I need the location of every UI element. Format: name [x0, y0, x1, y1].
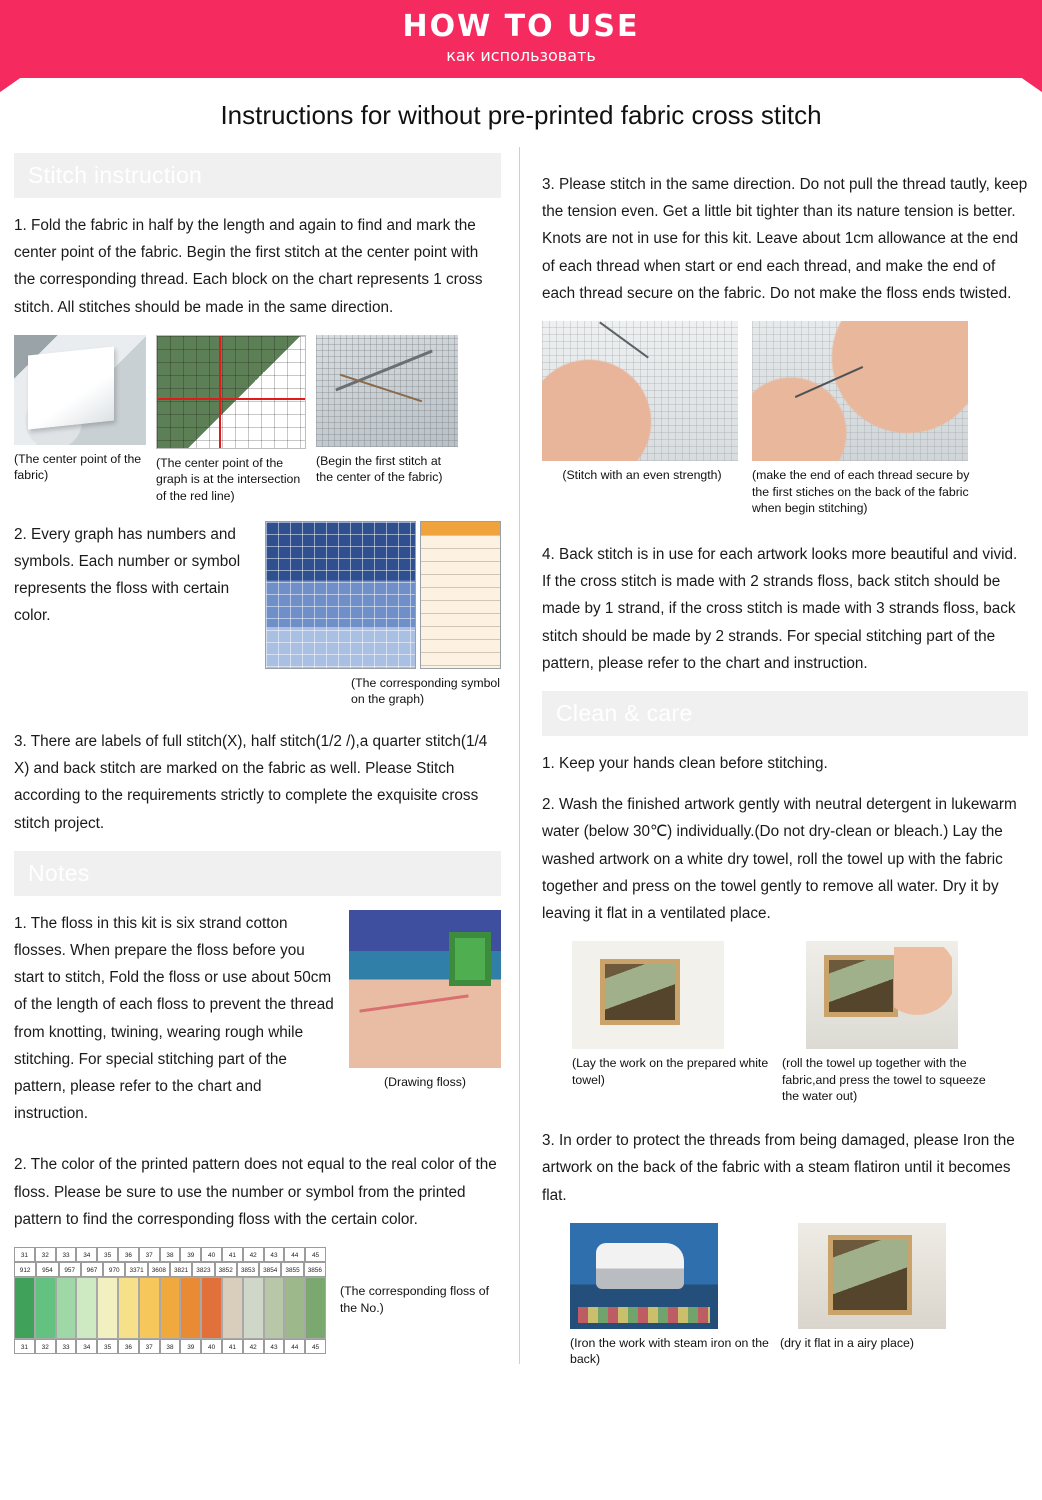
right-figure-row-1 — [542, 321, 1028, 517]
floss-cell: 31 — [14, 1247, 35, 1262]
symbol-legend-table — [420, 521, 501, 669]
floss-cell: 44 — [284, 1247, 305, 1262]
figure-roll-towel — [782, 941, 988, 1105]
floss-cell: 45 — [305, 1247, 326, 1262]
notes-paragraph-1-block — [14, 910, 501, 1142]
floss-cell: 954 — [36, 1262, 58, 1277]
floss-swatch — [139, 1277, 160, 1339]
figure-caption: (The corresponding symbol on the graph) — [351, 675, 500, 707]
section-heading-stitch-instruction: Stitch instruction — [14, 153, 501, 198]
figure-first-stitch — [316, 335, 458, 486]
floss-cell: 44 — [284, 1339, 305, 1354]
iron-photo — [570, 1223, 718, 1329]
needle-on-fabric-photo — [316, 335, 458, 447]
clean-paragraph-2: 2. Wash the finished artwork gently with neutral detergent in lukewarm water (below 30℃) individually.(Do not dry-clean or bleach.) Lay the washed artwork on a white dry towel, roll the towel up with the fabric together and press on the towel gently to remove all water. Dry it by leaving it flat in a ventilated place. — [542, 796, 1017, 923]
clean-paragraph-1: 1. Keep your hands clean before stitching. — [542, 754, 828, 772]
right-paragraph-4: 4. Back stitch is in use for each artwork looks more beautiful and vivid. If the cross stitch is made with 2 strands floss, back stitch should be made by 1 strand, if the cross stitch is made with 3 strands floss, back stitch should be made by 2 strands. For special stitching part of the pattern, please refer to the chart and instruction. — [542, 545, 1018, 672]
floss-number-row-bottom — [14, 1339, 326, 1354]
floss-cell: 3823 — [192, 1262, 214, 1277]
floss-cell: 36 — [118, 1247, 139, 1262]
floss-cell: 37 — [139, 1247, 160, 1262]
drawing-floss-photo — [349, 910, 501, 1068]
page-title: Instructions for without pre-printed fabric cross stitch — [220, 100, 822, 130]
floss-cell: 39 — [180, 1247, 201, 1262]
floss-color-chart — [14, 1247, 326, 1354]
floss-cell: 3853 — [237, 1262, 259, 1277]
floss-cell: 3852 — [215, 1262, 237, 1277]
figure-caption: (dry it flat in a airy place) — [780, 1335, 914, 1350]
stitch-paragraph-2-text — [14, 521, 251, 644]
figure-caption: (Lay the work on the prepared white towel) — [572, 1056, 769, 1087]
floss-chart-block — [14, 1247, 501, 1354]
floss-dmc-row — [14, 1262, 326, 1277]
section-heading-notes: Notes — [14, 851, 501, 896]
notes-paragraph-1: 1. The floss in this kit is six strand cotton flosses. When prepare the floss before you start to stitch, Fold the floss or use about 50cm of the length of each floss to prevent the thread from knotting, twining, wearing rough while stitching. For special stitching part of the pattern, please refer to the chart and instruction. — [14, 914, 334, 1123]
floss-swatch — [97, 1277, 118, 1339]
floss-cell: 967 — [81, 1262, 103, 1277]
floss-swatch — [284, 1277, 305, 1339]
section-heading-clean-care: Clean & care — [542, 691, 1028, 736]
stitch-paragraph-3: 3. There are labels of full stitch(X), half stitch(1/2 /),a quarter stitch(1/4 X) and back stitch are marked on the fabric as well. Please Stitch according to the requirements strictly to complete the exquisite cross stitch project. — [14, 732, 488, 832]
fabric-fold-photo — [14, 335, 146, 445]
floss-cell: 41 — [222, 1247, 243, 1262]
figure-center-point-fabric — [14, 335, 146, 484]
floss-cell: 970 — [103, 1262, 125, 1277]
clean-figure-row — [542, 941, 1028, 1105]
lay-on-towel-photo — [572, 941, 724, 1049]
floss-swatch — [14, 1277, 35, 1339]
floss-cell: 3854 — [259, 1262, 281, 1277]
figure-secure-thread-end — [752, 321, 972, 517]
floss-swatch — [180, 1277, 201, 1339]
floss-swatch — [243, 1277, 264, 1339]
symbol-chart-wrap — [265, 521, 501, 669]
right-paragraph-3: 3. Please stitch in the same direction. Do not pull the thread tautly, keep the tension even. Get a little bit tighter than its nature tension is better. Knots are not in use for this kit. Leave about 1cm allowance at the end of each thread when start or end each thread, and make the end of each thread secure on the fabric. Do not make the floss ends twisted. — [542, 176, 1028, 302]
page-banner — [0, 0, 1042, 78]
floss-cell: 42 — [243, 1247, 264, 1262]
floss-swatch — [76, 1277, 97, 1339]
floss-cell: 34 — [76, 1247, 97, 1262]
clean-paragraph-3: 3. In order to protect the threads from being damaged, please Iron the artwork on the back of the fabric with a steam flatiron until it becomes flat. — [542, 1132, 1015, 1204]
dry-flat-photo — [798, 1223, 946, 1329]
figure-caption: (roll the towel up together with the fabric,and press the towel to squeeze the water out) — [782, 1056, 986, 1104]
figure-iron-work — [570, 1223, 770, 1368]
floss-cell: 34 — [76, 1339, 97, 1354]
floss-swatch — [56, 1277, 77, 1339]
floss-cell: 38 — [160, 1339, 181, 1354]
right-column — [520, 143, 1028, 1368]
floss-swatch-row — [14, 1277, 326, 1339]
floss-cell: 32 — [35, 1339, 56, 1354]
figure-caption: (The center point of the graph is at the intersection of the red line) — [156, 455, 301, 504]
notes-paragraph-1-text — [14, 910, 335, 1142]
floss-cell: 31 — [14, 1339, 35, 1354]
floss-cell: 3371 — [125, 1262, 147, 1277]
floss-swatch — [305, 1277, 326, 1339]
roll-towel-photo — [806, 941, 958, 1049]
floss-number-row-top — [14, 1247, 326, 1262]
figure-caption: (make the end of each thread secure by the first stiches on the back of the fabric when begin stitching) — [752, 468, 970, 516]
floss-cell: 43 — [264, 1247, 285, 1262]
figure-caption: (Drawing floss) — [384, 1074, 466, 1089]
stitch-paragraph-2: 2. Every graph has numbers and symbols. Each number or symbol represents the floss with certain color. — [14, 525, 241, 625]
floss-cell: 33 — [56, 1247, 77, 1262]
red-vertical-guide — [219, 336, 221, 448]
floss-cell: 41 — [222, 1339, 243, 1354]
banner-title: HOW TO USE — [402, 9, 640, 44]
floss-cell: 35 — [97, 1247, 118, 1262]
floss-cell: 40 — [201, 1247, 222, 1262]
content-columns — [0, 137, 1042, 1368]
floss-cell: 45 — [305, 1339, 326, 1354]
floss-cell: 40 — [201, 1339, 222, 1354]
figure-caption: (The center point of the fabric) — [14, 451, 142, 483]
figure-lay-on-towel — [572, 941, 772, 1088]
stitch-figure-row-1 — [14, 335, 501, 505]
figure-caption: (Stitch with an even strength) — [562, 468, 722, 483]
floss-swatch — [118, 1277, 139, 1339]
iron-figure-row — [542, 1223, 1028, 1368]
floss-swatch — [35, 1277, 56, 1339]
floss-swatch — [264, 1277, 285, 1339]
figure-symbol-on-graph — [265, 521, 501, 708]
notes-paragraph-2: 2. The color of the printed pattern does not equal to the real color of the floss. Please be sure to use the number or symbol from the printed pattern to find the corresponding floss with the certain color. — [14, 1156, 497, 1228]
figure-dry-flat — [780, 1223, 980, 1352]
floss-cell: 35 — [97, 1339, 118, 1354]
left-column — [14, 143, 519, 1368]
secure-thread-photo — [752, 321, 968, 461]
floss-cell: 33 — [56, 1339, 77, 1354]
floss-cell: 38 — [160, 1247, 181, 1262]
floss-cell: 912 — [14, 1262, 36, 1277]
figure-graph-center — [156, 335, 306, 505]
floss-cell: 3821 — [170, 1262, 192, 1277]
floss-cell: 37 — [139, 1339, 160, 1354]
floss-cell: 3608 — [148, 1262, 170, 1277]
stitch-paragraph-1: 1. Fold the fabric in half by the length and again to find and mark the center point of the fabric. Begin the first stitch at the center point with the corresponding thread. Each block on the chart represents 1 cross stitch. All stitches should be made in the same direction. — [14, 217, 483, 316]
figure-caption: (Iron the work with steam iron on the back) — [570, 1335, 769, 1367]
floss-chart-caption: (The corresponding floss of the No.) — [340, 1284, 490, 1315]
floss-cell: 39 — [180, 1339, 201, 1354]
chart-grid-image — [156, 335, 306, 449]
floss-cell: 36 — [118, 1339, 139, 1354]
figure-even-strength — [542, 321, 742, 484]
floss-swatch — [160, 1277, 181, 1339]
floss-cell: 32 — [35, 1247, 56, 1262]
figure-drawing-floss — [349, 910, 501, 1091]
figure-caption: (Begin the first stitch at the center of the fabric) — [316, 453, 443, 485]
floss-cell: 43 — [264, 1339, 285, 1354]
floss-cell: 3855 — [281, 1262, 303, 1277]
floss-swatch — [201, 1277, 222, 1339]
floss-cell: 957 — [59, 1262, 81, 1277]
banner-subtitle: как использовать — [446, 45, 596, 65]
even-strength-photo — [542, 321, 738, 461]
stitch-paragraph-2-block — [14, 521, 501, 708]
red-horizontal-guide — [157, 398, 305, 400]
floss-swatch — [222, 1277, 243, 1339]
floss-cell: 3856 — [304, 1262, 326, 1277]
symbol-chart-image — [265, 521, 416, 669]
floss-cell: 42 — [243, 1339, 264, 1354]
